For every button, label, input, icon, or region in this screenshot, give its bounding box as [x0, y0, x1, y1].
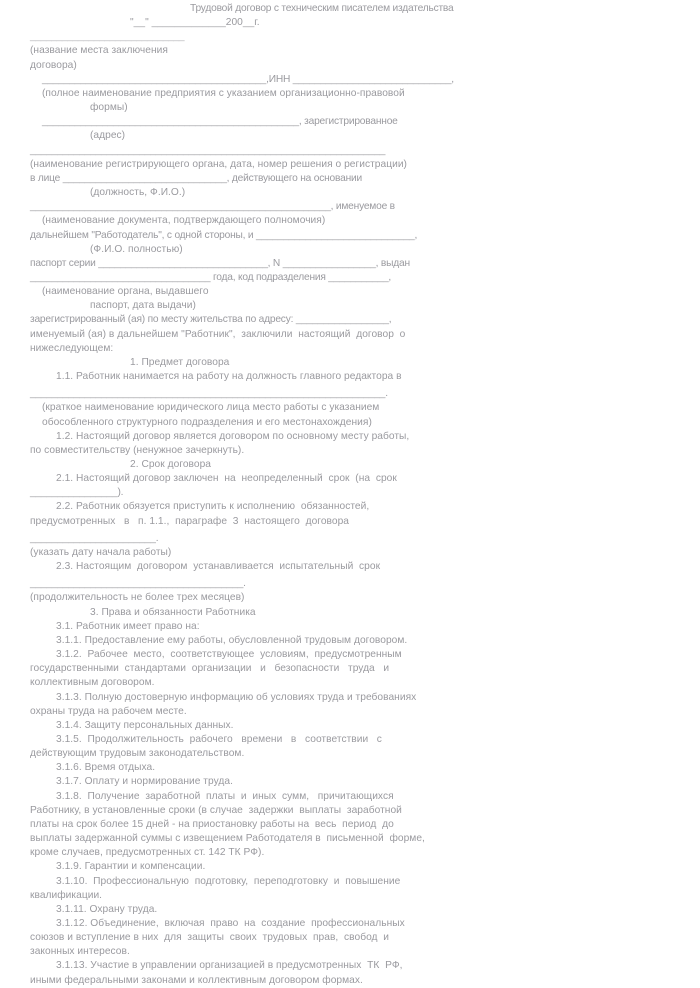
- residence-address-line: зарегистрированный (ая) по месту жительства по адресу: _________________,: [30, 314, 392, 326]
- document-title: Трудовой договор с техническим писателем издательства: [190, 3, 454, 14]
- clause-1-1: 1.1. Работник нанимается на работу на должность главного редактора в: [56, 371, 402, 383]
- authority-document-line: _______________________________________________________, именуемое в: [30, 201, 395, 213]
- clause-3-1-2-line-2: государственными стандартами организации и безопасности труда и: [30, 663, 390, 675]
- clause-3-1-8-line-4: выплаты задержанной суммы с извещением Работодателя в письменной форме,: [30, 833, 425, 845]
- clause-3-1-12-line-2: союзов и вступление в них для защиты своих трудовых прав, свобод и: [30, 932, 390, 944]
- clause-1-1-blank: _________________________________________________________________.: [30, 388, 388, 400]
- section-1-heading: 1. Предмет договора: [130, 356, 230, 368]
- clause-3-1-6: 3.1.6. Время отдыха.: [56, 762, 156, 774]
- clause-3-1-13-line-1: 3.1.13. Участие в управлении организацией в предусмотренных ТК РФ,: [56, 960, 403, 972]
- company-caption-line-2: формы): [90, 102, 128, 114]
- employer-party-line: дальнейшем "Работодатель", с одной стороны, и _____________________________,: [30, 229, 418, 241]
- clause-3-1-intro: 3.1. Работник имеет право на:: [56, 620, 200, 632]
- clause-3-1-10-line-1: 3.1.10. Профессиональную подготовку, переподготовку и повышение: [56, 875, 401, 887]
- clause-2-3-blank: _______________________________________.: [30, 578, 246, 590]
- registration-organ-blank-line: _________________________________________________________________: [30, 144, 386, 156]
- clause-3-1-11: 3.1.11. Охрану труда.: [56, 903, 158, 915]
- clause-3-1-4: 3.1.4. Защиту персональных данных.: [56, 719, 234, 731]
- clause-3-1-8-line-2: Работнику, в установленные сроки (в случае задержки выплаты заработной: [30, 804, 402, 816]
- passport-series-line: паспорт серии _______________________________, N _________________, выдан: [30, 257, 410, 269]
- clause-3-1-9: 3.1.9. Гарантии и компенсации.: [56, 861, 206, 873]
- clause-3-1-8-line-5: кроме случаев, предусмотренных ст. 142 ТК РФ).: [30, 847, 265, 859]
- clause-3-1-10-line-2: квалификации.: [30, 889, 103, 901]
- clause-3-1-3-line-1: 3.1.3. Полную достоверную информацию об условиях труда и требованиях: [56, 691, 417, 703]
- clause-3-1-12-line-3: законных интересов.: [30, 946, 130, 958]
- clause-2-1: 2.1. Настоящий договор заключен на неопределенный срок (на срок: [56, 473, 397, 485]
- clause-1-1-caption-1: (краткое наименование юридического лица место работы с указанием: [42, 402, 380, 414]
- clause-3-1-2-line-3: коллективным договором.: [30, 677, 155, 689]
- clause-3-1-5-line-2: действующим трудовым законодательством.: [30, 748, 245, 760]
- clause-1-1-caption-2: обособленного структурного подразделения и его местонахождения): [42, 416, 372, 428]
- clause-1-2-line-2: по совместительству (ненужное зачеркнуть).: [30, 444, 245, 456]
- clause-2-3: 2.3. Настоящим договором устанавливается испытательный срок: [56, 561, 381, 573]
- clause-2-2-line-1: 2.2. Работник обязуется приступить к исполнению обязанностей,: [56, 501, 370, 513]
- section-3-heading: 3. Права и обязанности Работника: [90, 606, 256, 618]
- clause-3-1-5-line-1: 3.1.5. Продолжительность рабочего времени в соответствии с: [56, 733, 382, 745]
- clause-2-2-line-2: предусмотренных в п. 1.1., параграфе 3 настоящего договора: [30, 515, 349, 527]
- representative-caption: (должность, Ф.И.О.): [90, 187, 186, 199]
- clause-3-1-1: 3.1.1. Предоставление ему работы, обусловленной трудовым договором.: [56, 634, 408, 646]
- section-2-heading: 2. Срок договора: [130, 459, 212, 470]
- probation-caption: (продолжительность не более трех месяцев): [30, 592, 245, 604]
- passport-issue-line: _________________________________ года, код подразделения ___________,: [30, 271, 392, 283]
- clause-3-1-8-line-1: 3.1.8. Получение заработной платы и иных сумм, причитающихся: [56, 790, 394, 802]
- registration-organ-caption: (наименование регистрирующего органа, дата, номер решения о регистрации): [30, 158, 407, 170]
- clause-3-1-2-line-1: 3.1.2. Рабочее место, соответствующее условиям, предусмотренным: [56, 649, 402, 661]
- company-address-line: _______________________________________________, зарегистрированное: [42, 116, 398, 128]
- company-address-caption: (адрес): [90, 130, 126, 142]
- start-date-caption: (указать дату начала работы): [30, 546, 172, 558]
- clause-2-1-blank: ________________).: [30, 487, 124, 499]
- company-caption-line-1: (полное наименование предприятия с указанием организационно-правовой: [42, 87, 405, 99]
- clause-3-1-8-line-3: платы на срок более 15 дней - на приостановку работы на весь период до: [30, 818, 394, 830]
- clause-3-1-7: 3.1.7. Оплату и нормирование труда.: [56, 776, 233, 788]
- clause-3-1-3-line-2: охраны труда на рабочем месте.: [30, 705, 187, 717]
- place-caption-line-1: (название места заключения: [30, 45, 168, 57]
- representative-line: в лице ______________________________, действующего на основании: [30, 172, 362, 184]
- clause-2-2-blank: _______________________.: [30, 532, 159, 544]
- employee-party-line: именуемый (ая) в дальнейшем "Работник", заключили настоящий договор о: [30, 328, 406, 340]
- place-caption-line-2: договора): [30, 59, 77, 71]
- clause-3-1-12-line-1: 3.1.12. Объединение, включая право на создание профессиональных: [56, 918, 405, 929]
- place-blank-line: _____________________________: [30, 31, 185, 43]
- company-name-inn-line: _________________________________________,ИНН _____________________________,: [42, 73, 454, 85]
- contract-body: [30, 2, 490, 988]
- passport-caption-line-2: паспорт, дата выдачи): [90, 300, 196, 312]
- clause-3-1-13-line-2: иными федеральными законами и коллективным договором формах.: [30, 974, 363, 986]
- passport-caption-line-1: (наименование органа, выдавшего: [42, 286, 209, 298]
- preamble-closing-line: нижеследующем:: [30, 342, 114, 354]
- employee-name-caption: (Ф.И.О. полностью): [90, 243, 183, 255]
- date-line: "__" _____________200__г.: [130, 17, 260, 29]
- clause-1-2-line-1: 1.2. Настоящий договор является договором по основному месту работы,: [56, 430, 410, 442]
- authority-document-caption: (наименование документа, подтверждающего полномочия): [42, 215, 326, 227]
